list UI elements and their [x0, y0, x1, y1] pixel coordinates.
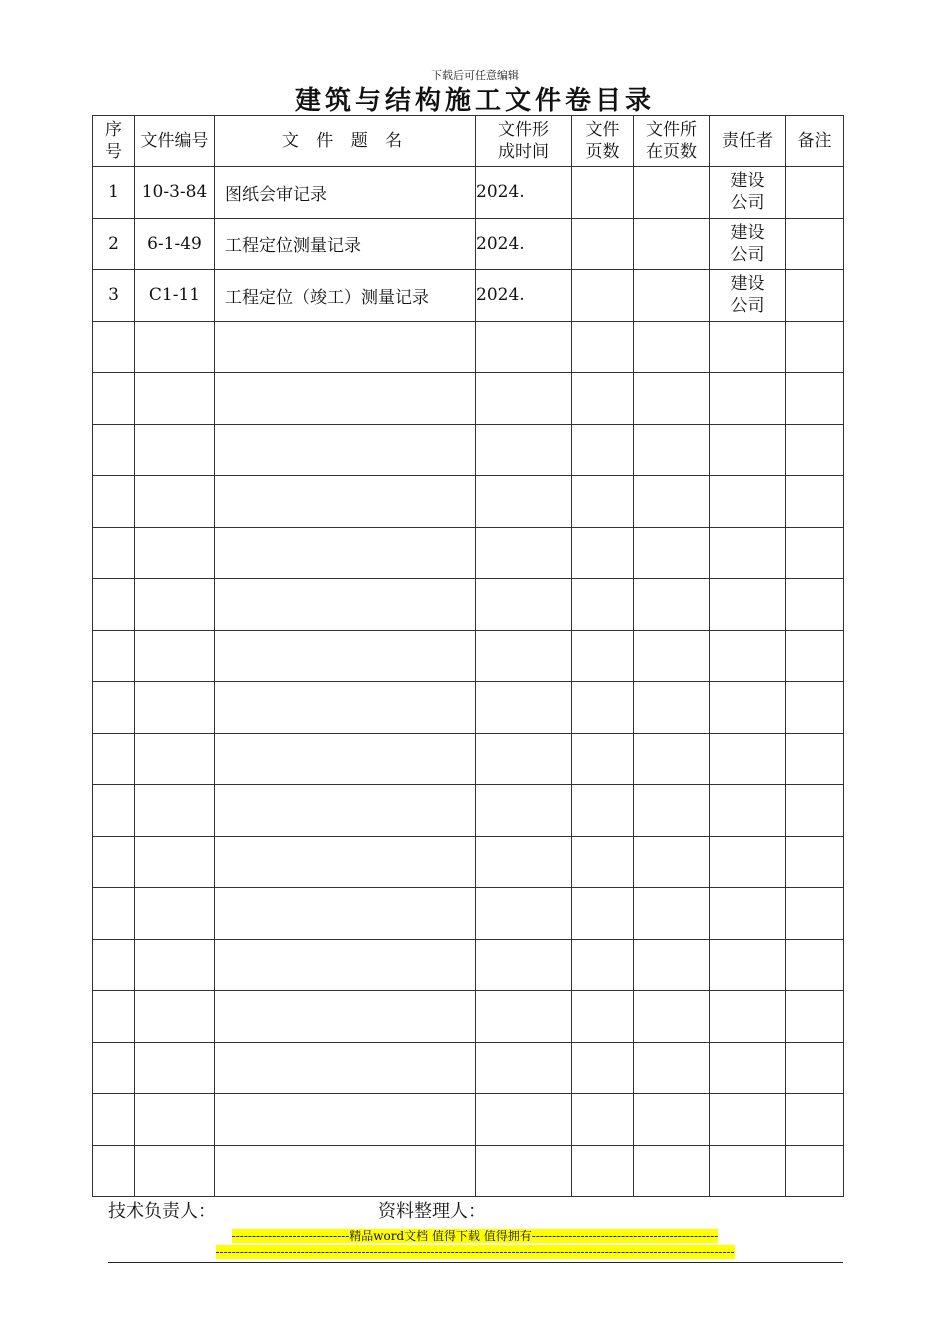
cell-code — [135, 630, 215, 682]
cell-name — [215, 321, 476, 373]
cell-remark — [786, 1042, 844, 1094]
cell-person — [710, 785, 786, 837]
cell-code — [135, 836, 215, 888]
table-row — [93, 270, 844, 322]
empty-row — [93, 579, 844, 631]
file-catalog-table — [92, 115, 844, 1197]
cell-person — [710, 527, 786, 579]
cell-date: 2024. — [476, 167, 572, 219]
empty-row — [93, 1042, 844, 1094]
cell-pages — [572, 1094, 634, 1146]
cell-person — [710, 630, 786, 682]
cell-name: 工程定位测量记录 — [215, 218, 476, 270]
cell-code — [135, 1042, 215, 1094]
cell-date — [476, 527, 572, 579]
cell-at-page — [634, 167, 710, 219]
cell-name — [215, 733, 476, 785]
empty-row — [93, 321, 844, 373]
cell-pages — [572, 476, 634, 528]
empty-row — [93, 1145, 844, 1197]
cell-code — [135, 476, 215, 528]
empty-row — [93, 939, 844, 991]
cell-remark — [786, 888, 844, 940]
empty-row — [93, 630, 844, 682]
cell-pages — [572, 991, 634, 1043]
cell-code — [135, 682, 215, 734]
cell-date: 2024. — [476, 218, 572, 270]
cell-code — [135, 991, 215, 1043]
cell-no — [93, 1042, 135, 1094]
cell-person — [710, 373, 786, 425]
cell-person — [710, 991, 786, 1043]
cell-code — [135, 733, 215, 785]
cell-no — [93, 373, 135, 425]
empty-row — [93, 424, 844, 476]
cell-at-page — [634, 733, 710, 785]
document-title: 建筑与结构施工文件卷目录 — [294, 86, 655, 116]
cell-remark — [786, 270, 844, 322]
footer-divider — [108, 1262, 843, 1263]
cell-pages — [572, 888, 634, 940]
cell-name — [215, 527, 476, 579]
cell-no — [93, 424, 135, 476]
cell-name: 工程定位（竣工）测量记录 — [215, 270, 476, 322]
cell-remark — [786, 836, 844, 888]
cell-at-page — [634, 218, 710, 270]
cell-date — [476, 785, 572, 837]
cell-remark — [786, 527, 844, 579]
organizer-label: 资料整理人： — [378, 1201, 486, 1222]
cell-person: 建设公司 — [710, 270, 786, 322]
cell-name — [215, 785, 476, 837]
cell-pages — [572, 733, 634, 785]
empty-row — [93, 836, 844, 888]
cell-remark — [786, 321, 844, 373]
empty-row — [93, 682, 844, 734]
cell-no — [93, 733, 135, 785]
cell-at-page — [634, 270, 710, 322]
cell-remark — [786, 991, 844, 1043]
cell-date — [476, 476, 572, 528]
cell-person — [710, 733, 786, 785]
cell-person — [710, 424, 786, 476]
cell-at-page — [634, 785, 710, 837]
cell-person — [710, 321, 786, 373]
cell-code — [135, 321, 215, 373]
cell-pages — [572, 218, 634, 270]
cell-code — [135, 579, 215, 631]
cell-remark — [786, 218, 844, 270]
cell-remark — [786, 373, 844, 425]
cell-at-page — [634, 939, 710, 991]
cell-code — [135, 1145, 215, 1197]
header-pages: 文件页数 — [572, 116, 634, 167]
cell-code — [135, 785, 215, 837]
header-code: 文件编号 — [135, 116, 215, 167]
cell-name — [215, 476, 476, 528]
cell-pages — [572, 424, 634, 476]
cell-at-page — [634, 321, 710, 373]
cell-no — [93, 991, 135, 1043]
cell-no: 3 — [93, 270, 135, 322]
cell-date — [476, 373, 572, 425]
cell-code — [135, 1094, 215, 1146]
cell-at-page — [634, 888, 710, 940]
cell-remark — [786, 682, 844, 734]
cell-person — [710, 579, 786, 631]
cell-pages — [572, 321, 634, 373]
empty-row — [93, 888, 844, 940]
cell-name: 图纸会审记录 — [215, 167, 476, 219]
cell-date — [476, 733, 572, 785]
cell-date — [476, 682, 572, 734]
cell-pages — [572, 630, 634, 682]
cell-date — [476, 424, 572, 476]
cell-date — [476, 1145, 572, 1197]
cell-person — [710, 476, 786, 528]
cell-name — [215, 1042, 476, 1094]
cell-no — [93, 1145, 135, 1197]
cell-at-page — [634, 373, 710, 425]
cell-pages — [572, 939, 634, 991]
cell-person — [710, 682, 786, 734]
cell-no — [93, 527, 135, 579]
cell-pages — [572, 527, 634, 579]
cell-code — [135, 939, 215, 991]
cell-name — [215, 939, 476, 991]
cell-date — [476, 888, 572, 940]
cell-code: 6-1-49 — [135, 218, 215, 270]
cell-person — [710, 888, 786, 940]
header-no: 序号 — [93, 116, 135, 167]
cell-name — [215, 1145, 476, 1197]
cell-name — [215, 373, 476, 425]
cell-date — [476, 1094, 572, 1146]
cell-name — [215, 1094, 476, 1146]
cell-code — [135, 888, 215, 940]
cell-date — [476, 321, 572, 373]
empty-row — [93, 527, 844, 579]
cell-no — [93, 476, 135, 528]
cell-remark — [786, 733, 844, 785]
empty-row — [93, 991, 844, 1043]
cell-pages — [572, 1145, 634, 1197]
footer-banner-line-2: -------------------------------------------------------------------------------------------------------------------------------- — [215, 1245, 735, 1259]
cell-remark — [786, 939, 844, 991]
cell-remark — [786, 630, 844, 682]
cell-at-page — [634, 579, 710, 631]
cell-no — [93, 785, 135, 837]
cell-person: 建设公司 — [710, 218, 786, 270]
cell-remark — [786, 579, 844, 631]
top-note: 下载后可任意编辑 — [431, 69, 519, 82]
cell-date — [476, 1042, 572, 1094]
cell-at-page — [634, 1094, 710, 1146]
cell-remark — [786, 167, 844, 219]
cell-no — [93, 321, 135, 373]
cell-no — [93, 1094, 135, 1146]
cell-no — [93, 682, 135, 734]
cell-pages — [572, 373, 634, 425]
cell-code — [135, 527, 215, 579]
header-name: 文 件 题 名 — [215, 116, 476, 167]
cell-at-page — [634, 476, 710, 528]
cell-pages — [572, 785, 634, 837]
cell-date: 2024. — [476, 270, 572, 322]
cell-code — [135, 424, 215, 476]
cell-name — [215, 579, 476, 631]
header-at-page: 文件所在页数 — [634, 116, 710, 167]
cell-at-page — [634, 991, 710, 1043]
cell-person — [710, 836, 786, 888]
cell-no — [93, 836, 135, 888]
cell-at-page — [634, 424, 710, 476]
cell-name — [215, 424, 476, 476]
cell-date — [476, 939, 572, 991]
cell-at-page — [634, 1042, 710, 1094]
cell-name — [215, 682, 476, 734]
cell-pages — [572, 167, 634, 219]
cell-code: 10-3-84 — [135, 167, 215, 219]
header-date: 文件形成时间 — [476, 116, 572, 167]
cell-date — [476, 579, 572, 631]
cell-no — [93, 888, 135, 940]
cell-person — [710, 1042, 786, 1094]
empty-row — [93, 476, 844, 528]
empty-row — [93, 733, 844, 785]
header-person: 责任者 — [710, 116, 786, 167]
cell-remark — [786, 424, 844, 476]
cell-remark — [786, 1094, 844, 1146]
cell-remark — [786, 1145, 844, 1197]
cell-date — [476, 630, 572, 682]
cell-person — [710, 1094, 786, 1146]
empty-row — [93, 373, 844, 425]
cell-remark — [786, 785, 844, 837]
cell-person — [710, 1145, 786, 1197]
cell-code: C1-11 — [135, 270, 215, 322]
cell-pages — [572, 836, 634, 888]
empty-row — [93, 785, 844, 837]
cell-pages — [572, 1042, 634, 1094]
tech-lead-label: 技术负责人： — [108, 1201, 216, 1222]
cell-no — [93, 579, 135, 631]
cell-no: 1 — [93, 167, 135, 219]
cell-date — [476, 836, 572, 888]
header-remark: 备注 — [786, 116, 844, 167]
cell-pages — [572, 682, 634, 734]
cell-at-page — [634, 527, 710, 579]
cell-remark — [786, 476, 844, 528]
cell-pages — [572, 579, 634, 631]
cell-at-page — [634, 1145, 710, 1197]
cell-date — [476, 991, 572, 1043]
footer-banner-line-1: -----------------------------精品word文档 值得下载 值得拥有---------------------------------------------- — [231, 1229, 719, 1243]
empty-row — [93, 1094, 844, 1146]
cell-name — [215, 888, 476, 940]
cell-no — [93, 630, 135, 682]
table-row — [93, 218, 844, 270]
cell-name — [215, 991, 476, 1043]
cell-person: 建设公司 — [710, 167, 786, 219]
cell-code — [135, 373, 215, 425]
cell-pages — [572, 270, 634, 322]
cell-name — [215, 836, 476, 888]
table-row — [93, 167, 844, 219]
cell-no — [93, 939, 135, 991]
cell-name — [215, 630, 476, 682]
header-row — [93, 116, 844, 167]
cell-at-page — [634, 836, 710, 888]
cell-no: 2 — [93, 218, 135, 270]
cell-at-page — [634, 630, 710, 682]
cell-at-page — [634, 682, 710, 734]
cell-person — [710, 939, 786, 991]
